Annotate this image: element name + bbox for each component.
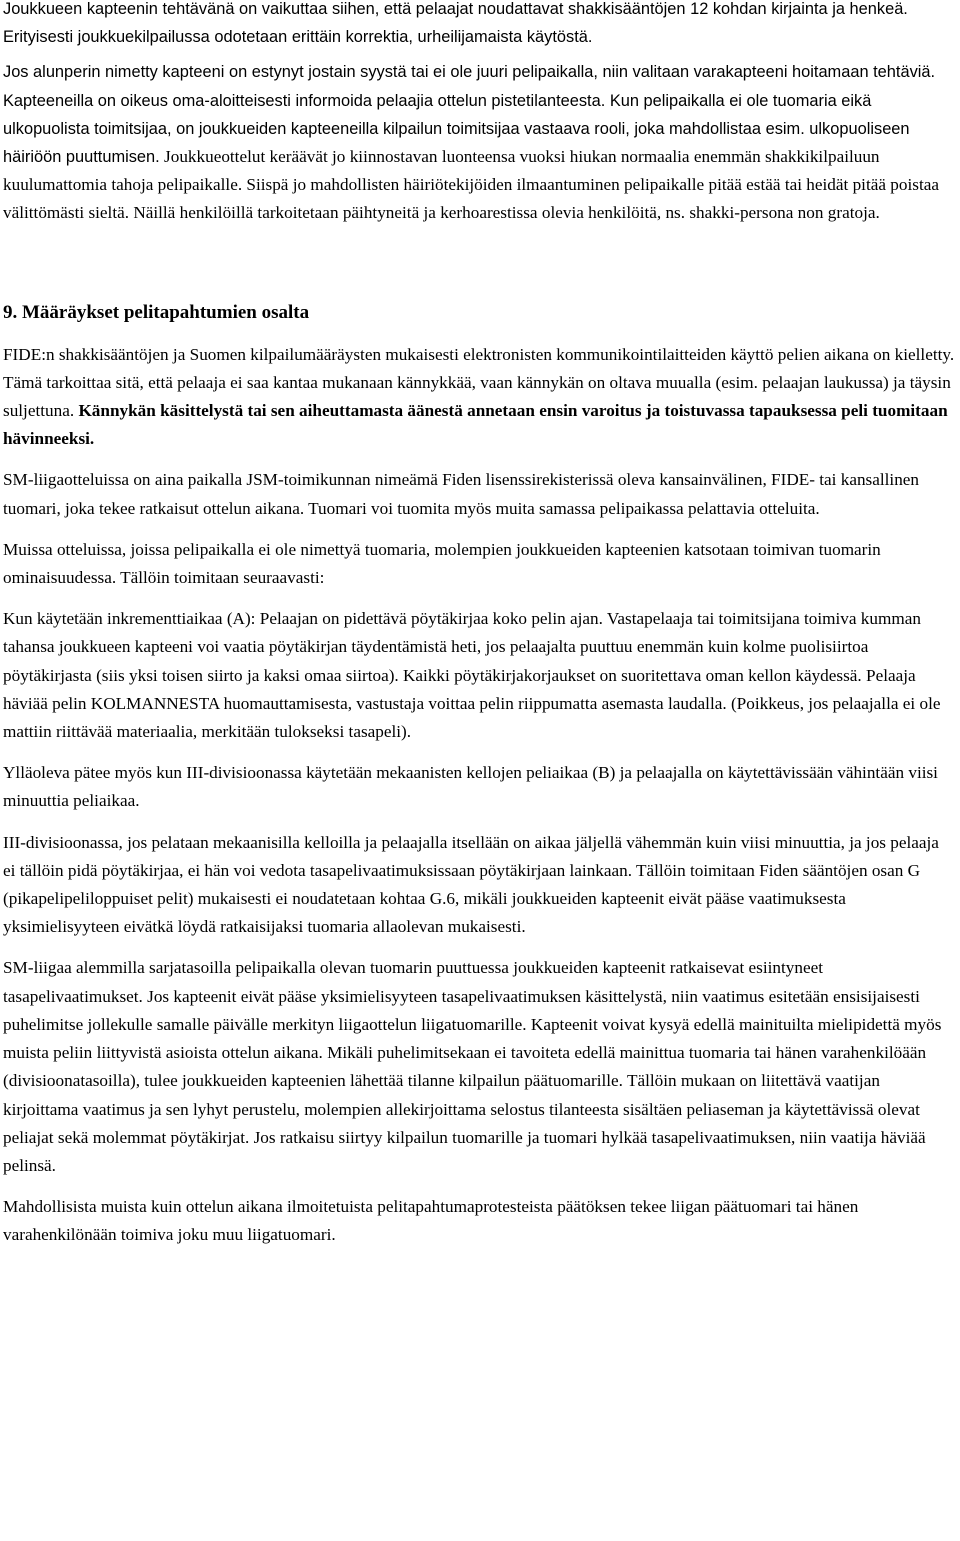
section-paragraph-lower-levels: SM-liigaa alemmilla sarjatasoilla pelipaikalla olevan tuomarin puuttuessa joukkueiden kapteenit ratkaisevat esiintyneet tasapelivaatimukset. Jos kapteenit eivät pääse yksimielisyyteen tasapelivaatimuksen käsittelystä, niin vaatimus esitetään ensisijaisesti puhelimitse jollekulle samalle päivälle merkityn liigaottelun liigatuomarille. Kapteenit voivat kysyä edellä mainituilta mielipidettä myös muista peliin liittyvistä asioista ottelun aikana. Mikäli puhelimitsekaan ei tavoiteta edellä mainittua tuomaria tai hänen varahenkilöään (divisioonatasoilla), tulee joukkueiden kapteenien lähettää tilanne kilpailun päätuomarille. Tällöin mukaan on liitettävä vaatijan kirjoittama vaatimus ja sen lyhyt perustelu, molempien allekirjoittama selostus tilanteesta sisältäen peliaseman ja käytettävissä olevat peliajat sekä molemmat pöytäkirjat. Jos ratkaisu siirtyy kilpailun tuomarille ja tuomari hylkää tasapelivaatimuksen, niin vaatija häviää pelinsä. [3, 958, 942, 1175]
spacer [3, 453, 955, 466]
spacer [3, 51, 955, 58]
intro-text-captain-duties: Joukkueen kapteenin tehtävänä on vaikuttaa siihen, että pelaajat noudattavat shakkisääntöjen 12 kohdan kirjainta ja henkeä. Erityisesti joukkuekilpailussa odotetaan erittäin korrektia, urheilijamaista käytöstä. [3, 0, 908, 47]
spacer [3, 1180, 955, 1193]
spacer [3, 592, 955, 605]
phones-rule-text: FIDE:n shakkisääntöjen ja Suomen kilpailumääräysten mukaisesti elektronisten kommunikointilaitteiden käyttö pelien aikana on kielletty. Tämä tarkoittaa sitä, että pelaaja ei saa kantaa mukanaan kännykkää, vaan kännykän on oltava muualla (esim. pelaajan laukussa) ja täysin suljettuna. [3, 344, 955, 421]
spacer [3, 328, 955, 341]
spacer [3, 228, 955, 298]
spacer [3, 523, 955, 536]
section-paragraph-phones [3, 341, 955, 454]
spacer [3, 941, 955, 954]
section-paragraph-other-matches: Muissa otteluissa, joissa pelipaikalla ei ole nimettyä tuomaria, molempien joukkueiden kapteenien katsotaan toimivan tuomarin ominaisuudessa. Tällöin toimitaan seuraavasti: [3, 539, 881, 588]
section-heading: 9. Määräykset pelitapahtumien osalta [3, 301, 310, 323]
section-paragraph-third-division: III-divisioonassa, jos pelataan mekaanisilla kelloilla ja pelaajalla itsellään on aikaa jäljellä vähemmän kuin viisi minuuttia, ja jos pelaaja ei tällöin pidä pöytäkirjaa, ei hän voi vedota tasapelivaatimuksissaan pöytäkirjaan lainkaan. Tällöin toimitaan Fiden sääntöjen osan G (pikapelipeliloppuiset pelit) mukaisesti ei noudatetaan kohtaa G.6, mikäli joukkueiden kapteenit eivät pääse vaatimuksesta yksimielisyyteen eivätkä löydä ratkaisijaksi tuomaria allaolevan mukaisesti. [3, 832, 939, 937]
section-paragraph-increment-time: Kun käytetään inkrementtiaikaa (A): Pelaajan on pidettävä pöytäkirjaa koko pelin ajan. Vastapelaaja tai toimitsijana toimiva kumman tahansa joukkueen kapteeni voi vaatia pöytäkirjan täydentämistä heti, jos pelaajalta puuttuu enemmän kuin kolme puolisiirtoa pöytäkirjasta (siis yksi toisen siirto ja kaksi omaa siirtoa). Kaikki pöytäkirjakorjaukset on suoritettava oman kellon käydessä. Pelaaja häviää pelin KOLMANNESTA huomauttamisesta, vastustaja voittaa pelin riippumatta asemasta laudalla. (Poikkeus, jos pelaajalla ei ole mattiin riittävää materiaalia, merkitään tulokseksi tasapeli). [3, 609, 941, 742]
spacer [3, 816, 955, 829]
phones-penalty-text: Kännykän käsittelystä tai sen aiheuttamasta äänestä annetaan ensin varoitus ja toistuvassa tapauksessa peli tuomitaan hävinneeksi. [3, 401, 948, 449]
spacer [3, 746, 955, 759]
intro-text-vice-captain: Jos alunperin nimetty kapteeni on estynyt jostain syystä tai ei ole juuri pelipaikalla, niin valitaan varakapteeni hoitamaan tehtäviä. Kapteeneilla on oikeus oma-aloitteisesti informoida pelaajia ottelun pistetilanteesta. Kun pelipaikalla ei ole tuomaria eikä ulkopuolista toimitsijaa, on joukkueiden kapteeneilla kilpailun toimitsijaa vastaava rooli, joka mahdollistaa esim. ulkopuoliseen häiriöön puuttumisen. [3, 63, 936, 167]
section-paragraph-mechanical-clocks: Ylläoleva pätee myös kun III-divisioonassa käytetään mekaanisten kellojen peliaikaa (B) ja pelaajalla on käytettävissään vähintään viisi minuuttia peliaikaa. [3, 763, 938, 811]
section-paragraph-sm-league: SM-liigaotteluissa on aina paikalla JSM-toimikunnan nimeämä Fiden lisenssirekisterissä oleva kansainvälinen, FIDE- tai kansallinen tuomari, joka tekee ratkaisut ottelun aikana. Tuomari voi tuomita myös muita samassa pelipaikassa pelattavia otteluita. [3, 470, 920, 518]
intro-paragraph-2 [3, 58, 955, 227]
section-paragraph-protests: Mahdollisista muista kuin ottelun aikana ilmoitetuista pelitapahtumaprotesteista päätöksen tekee liigan päätuomari tai hänen varahenkilönään toimiva joku muu liigatuomari. [3, 1197, 859, 1245]
document-page [3, 0, 955, 1250]
intro-text-outsiders: Joukkueottelut keräävät jo kiinnostavan luonteensa vuoksi hiukan normaalia enemmän shakkikilpailuun kuulumattomia tahoja pelipaikalle. Siispä jo mahdollisten häiriötekijöiden ilmaantuminen pelipaikalle pitää estää tai heidät pitää poistaa välittömästi sieltä. Näillä henkilöillä tarkoitetaan päihtyneitä ja kerhoarestissa olevia henkilöitä, ns. shakki-persona non gratoja. [3, 147, 939, 223]
intro-paragraph-1 [3, 0, 955, 51]
